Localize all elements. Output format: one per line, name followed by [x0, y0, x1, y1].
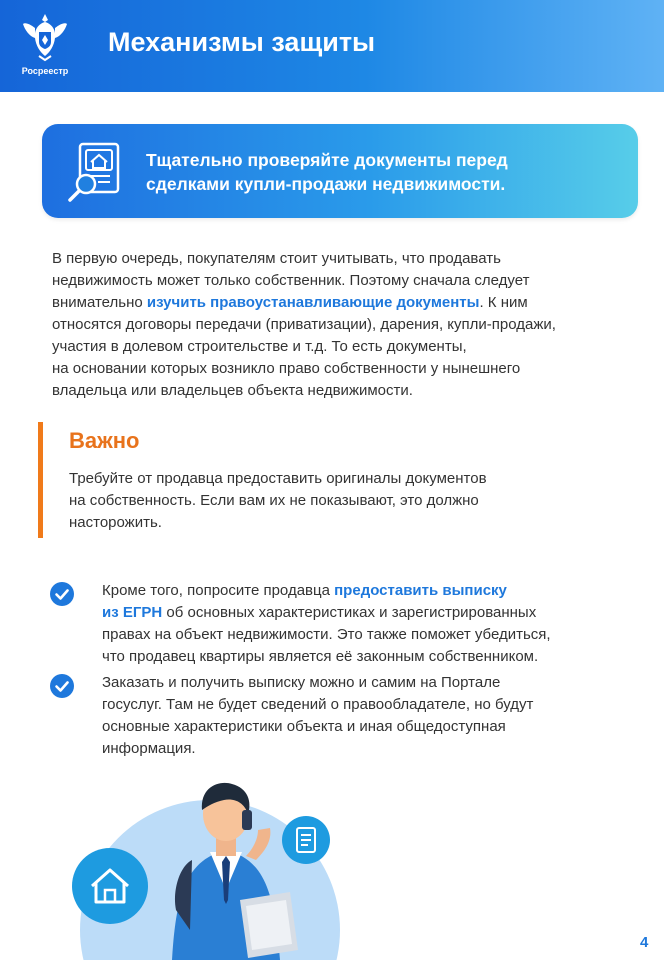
checkmark-circle-icon [50, 674, 74, 698]
important-callout [38, 422, 603, 538]
eagle-emblem-icon [22, 10, 68, 62]
page-number: 4 [640, 934, 649, 951]
document-icon [282, 816, 330, 864]
checkmark-circle-icon [50, 582, 74, 606]
important-text: Требуйте от продавца предоставить оригиналы документов на собственность. Если вам их не показывают, это должно насторожить. [69, 470, 487, 531]
illustration [60, 780, 480, 960]
check-text: Кроме того, попросите продавца предоставить выписку из ЕГРН об основных характеристиках и зарегистрированных правах на объект недвижимости. Это также поможет убедиться, что продавец квартиры является её законным собственником. [102, 582, 551, 665]
document-magnifier-icon [64, 140, 126, 202]
page-title: Механизмы защиты [108, 27, 376, 57]
rosreestr-logo [14, 10, 76, 84]
header-banner [0, 0, 664, 92]
tip-text: Тщательно проверяйте документы перед сделками купли-продажи недвижимости. [146, 150, 508, 194]
important-heading: Важно [69, 428, 140, 453]
logo-text: Росреестр [21, 66, 69, 76]
intro-paragraph: В первую очередь, покупателям стоит учитывать, что продавать недвижимость может только собственник. Поэтому сначала следует внимательно изучить правоустанавливающие документы. К ним относятся договоры передачи (приватизации), дарения, купли-продажи, участия в долевом строительстве и т.д. То есть документы, на основании которых возникло право собственности у нынешнего владельца или владельцев объекта недвижимости. [52, 250, 556, 399]
check-text: Заказать и получить выписку можно и самим на Портале госуслуг. Там не будет сведений о правообладателе, но будут основные характеристики объекта и иная общедоступная информация. [102, 674, 534, 757]
house-icon [72, 848, 148, 924]
highlight-title-documents: изучить правоустанавливающие документы [146, 294, 480, 311]
tip-banner [42, 124, 638, 218]
